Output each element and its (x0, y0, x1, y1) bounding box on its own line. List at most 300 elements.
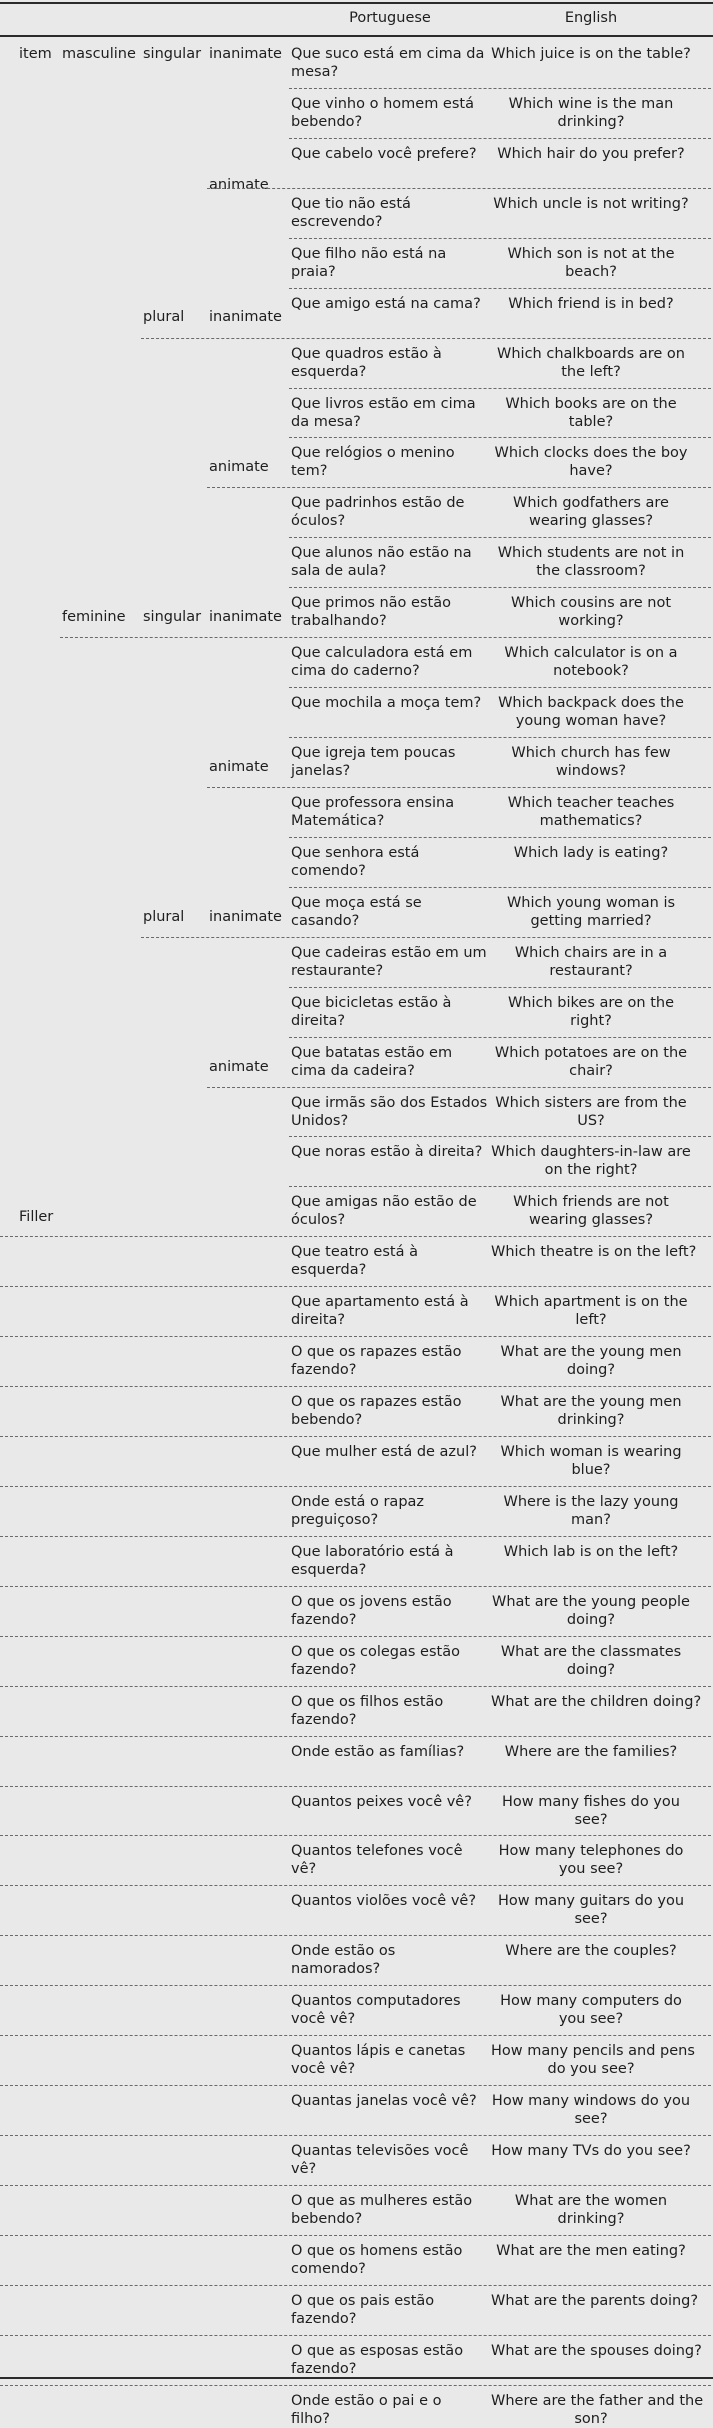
item-portuguese (291, 145, 489, 163)
label-inanimate: inanimate (209, 309, 282, 325)
item-english (491, 594, 691, 630)
row-divider (0, 1985, 711, 1986)
row-divider (0, 2335, 711, 2336)
filler-portuguese-line: Onde estão as famílias? (291, 1743, 465, 1760)
item-portuguese-line: direita? (291, 1012, 346, 1029)
filler-portuguese-line: fazendo? (291, 1661, 357, 1678)
filler-portuguese-line: Quantos violões você vê? (291, 1893, 477, 1910)
row-divider (207, 1087, 711, 1088)
item-portuguese (291, 1094, 489, 1130)
filler-portuguese-line: você vê? (291, 2061, 356, 2078)
filler-portuguese-line: esquerda? (291, 1561, 367, 1578)
item-english (491, 794, 691, 830)
item-english-line: drinking? (557, 113, 625, 130)
item-english-line: Which backpack does the (498, 695, 684, 712)
filler-portuguese-line: O que os rapazes estão (291, 1394, 462, 1411)
item-portuguese (291, 1193, 489, 1229)
item-portuguese-line: sala de aula? (291, 563, 387, 580)
filler-english (491, 1293, 691, 1329)
item-english-line: right? (570, 1012, 612, 1029)
label-feminine-singular: singular (143, 609, 202, 625)
row-divider (0, 2185, 711, 2186)
item-portuguese-line: Unidos? (291, 1112, 349, 1129)
filler-english (491, 1393, 691, 1429)
filler-portuguese-line: O que os colegas estão (291, 1643, 460, 1660)
row-divider (207, 188, 711, 189)
item-portuguese (291, 295, 489, 313)
item-english-line: restaurant? (549, 962, 633, 979)
item-english-line: Which students are not in (497, 545, 685, 562)
filler-english (491, 1693, 702, 1711)
item-portuguese (291, 794, 489, 830)
item-english-line: Which church has few (511, 745, 671, 762)
filler-english-line: drinking? (557, 2210, 625, 2227)
item-portuguese-line: Que professora ensina (291, 794, 455, 811)
filler-english (491, 1493, 691, 1529)
item-portuguese-line: Que noras estão à direita? (291, 1144, 483, 1161)
row-divider (0, 1786, 711, 1787)
filler-portuguese (291, 1842, 489, 1878)
row-divider (289, 887, 711, 888)
item-portuguese (291, 1143, 489, 1161)
filler-english-line: left? (575, 1312, 607, 1329)
item-portuguese (291, 644, 489, 680)
item-portuguese (291, 944, 489, 980)
filler-english (491, 1842, 691, 1878)
filler-english-line: Which apartment is on the (494, 1294, 688, 1311)
filler-english-line: you see? (558, 1861, 624, 1878)
filler-english-line: Where are the couples? (505, 1943, 677, 1960)
filler-portuguese-line: direita? (291, 1312, 346, 1329)
item-english-line: Which chairs are in a (514, 944, 668, 961)
filler-english-line: What are the young men (500, 1344, 682, 1361)
item-english-line: getting married? (530, 912, 652, 929)
item-portuguese-line: Que filho não está na (291, 245, 447, 262)
row-divider (289, 687, 711, 688)
filler-english-line: doing? (566, 1611, 616, 1628)
row-divider (0, 1236, 711, 1237)
filler-portuguese-line: bebendo? (291, 2210, 363, 2227)
filler-english (491, 1243, 697, 1261)
filler-english-line: How many windows do you (491, 2093, 691, 2110)
row-divider (0, 1636, 711, 1637)
filler-english (491, 2342, 702, 2360)
item-portuguese (291, 195, 489, 231)
filler-portuguese (291, 2092, 489, 2110)
filler-portuguese-line: fazendo? (291, 1711, 357, 1728)
filler-english-line: drinking? (557, 1412, 625, 1429)
filler-portuguese-line: Onde estão o pai e o (291, 2392, 442, 2409)
row-divider (0, 2135, 711, 2136)
filler-english (491, 1743, 691, 1761)
filler-portuguese-line: filho? (291, 2410, 330, 2427)
filler-portuguese (291, 2042, 489, 2078)
label-animate: animate (209, 177, 269, 193)
item-english-line: Which hair do you prefer? (497, 145, 685, 162)
item-portuguese (291, 994, 489, 1030)
filler-portuguese (291, 1693, 489, 1729)
filler-english (491, 1942, 691, 1960)
item-portuguese (291, 594, 489, 630)
row-divider (289, 737, 711, 738)
item-english-line: have? (569, 463, 613, 480)
filler-portuguese (291, 2142, 489, 2178)
row-divider (60, 637, 711, 638)
row-divider (0, 1436, 711, 1437)
item-portuguese-line: escrevendo? (291, 213, 383, 230)
filler-english (491, 1543, 691, 1561)
filler-english-line: son? (574, 2410, 608, 2427)
filler-portuguese (291, 1992, 489, 2028)
filler-portuguese-line: O que os homens estão (291, 2242, 463, 2259)
item-portuguese (291, 744, 489, 780)
filler-portuguese-line: O que os rapazes estão (291, 1344, 462, 1361)
item-english-line: wearing glasses? (528, 513, 654, 530)
filler-portuguese-line: fazendo? (291, 2360, 357, 2377)
item-portuguese-line: Que amigo está na cama? (291, 295, 481, 312)
item-english-line: Which cousins are not (510, 595, 672, 612)
item-english (491, 894, 691, 930)
filler-portuguese-line: Que apartamento está à (291, 1294, 469, 1311)
row-divider (289, 837, 711, 838)
label-inanimate: inanimate (209, 46, 282, 62)
filler-english-line: see? (574, 1911, 608, 1928)
item-portuguese-line: esquerda? (291, 363, 367, 380)
label-animate: animate (209, 459, 269, 475)
item-portuguese (291, 395, 489, 431)
row-divider (289, 238, 711, 239)
item-portuguese-line: casando? (291, 912, 360, 929)
filler-english-line: Which theatre is on the left? (491, 1244, 697, 1261)
filler-english-line: What are the spouses doing? (491, 2342, 702, 2359)
item-english-line: the classroom? (536, 563, 646, 580)
filler-portuguese (291, 2342, 489, 2378)
item-english-line: Which books are on the (505, 395, 677, 412)
row-divider (289, 388, 711, 389)
item-english (491, 245, 691, 281)
item-english-line: young woman have? (515, 713, 667, 730)
item-portuguese (291, 844, 489, 880)
label-masculine: masculine (62, 46, 136, 62)
filler-portuguese-line: namorados? (291, 1961, 381, 1978)
label-feminine: feminine (62, 609, 126, 625)
filler-english (491, 1793, 691, 1829)
item-english-line: Which wine is the man (508, 95, 674, 112)
row-divider (289, 1186, 711, 1187)
filler-english-line: What are the young men (500, 1394, 682, 1411)
filler-english-line: do you see? (547, 2061, 635, 2078)
item-portuguese (291, 345, 489, 381)
filler-english (491, 2192, 691, 2228)
filler-portuguese-line: Onde está o rapaz (291, 1493, 425, 1510)
filler-portuguese (291, 1942, 489, 1978)
item-portuguese-line: Que batatas estão em (291, 1044, 453, 1061)
item-portuguese-line: Que vinho o homem está (291, 95, 474, 112)
filler-portuguese-line: O que os pais estão (291, 2292, 435, 2309)
row-divider (207, 787, 711, 788)
filler-portuguese (291, 1293, 489, 1329)
item-english-line: Which calculator is on a (504, 645, 678, 662)
bottom-rule (0, 2377, 713, 2379)
item-portuguese-line: óculos? (291, 513, 346, 530)
filler-english (491, 2242, 691, 2260)
row-divider (0, 2035, 711, 2036)
filler-english-line: see? (574, 1811, 608, 1828)
item-english-line: the left? (561, 363, 621, 380)
item-english-line: Which daughters-in-law are (491, 1144, 691, 1161)
filler-portuguese (291, 2242, 489, 2278)
item-portuguese-line: Que cabelo você prefere? (291, 145, 477, 162)
filler-english-line: Which woman is wearing (500, 1444, 682, 1461)
item-portuguese-line: Que calculadora está em (291, 645, 473, 662)
filler-portuguese-line: Quantas televisões você (291, 2143, 469, 2160)
item-portuguese-line: Que tio não está (291, 195, 411, 212)
row-divider (0, 1336, 711, 1337)
label-feminine-plural: plural (143, 909, 185, 925)
row-divider (289, 987, 711, 988)
item-portuguese (291, 1044, 489, 1080)
filler-english-line: How many computers do (500, 1993, 682, 2010)
item-portuguese-line: restaurante? (291, 962, 384, 979)
item-english (491, 494, 691, 530)
item-english (491, 1143, 691, 1179)
row-divider (0, 1835, 711, 1836)
row-divider (289, 1037, 711, 1038)
item-english-line: chair? (569, 1062, 613, 1079)
item-english-line: Which friends are not (513, 1194, 669, 1211)
filler-portuguese (291, 1643, 489, 1679)
item-english-line: Which juice is on the table? (491, 46, 691, 62)
label-masculine-plural: plural (143, 309, 185, 325)
item-portuguese-line: Que bicicletas estão à (291, 994, 452, 1011)
item-english-line: working? (558, 613, 624, 630)
item-portuguese (291, 95, 489, 131)
item-english (491, 944, 691, 980)
item-english-line: Which teacher teaches (507, 794, 675, 811)
item-english-line: Which bikes are on the (507, 994, 675, 1011)
filler-portuguese-line: Que teatro está à (291, 1244, 418, 1261)
filler-english-line: you see? (558, 2011, 624, 2028)
filler-portuguese-line: bebendo? (291, 1412, 363, 1429)
item-english-line: mathematics? (539, 812, 643, 829)
filler-portuguese (291, 2392, 489, 2428)
item-portuguese-line: Que suco está em cima da (291, 46, 485, 62)
label-filler: Filler (19, 1209, 54, 1225)
filler-english-line: Where are the families? (504, 1743, 678, 1760)
item-portuguese-line: praia? (291, 263, 336, 280)
row-divider (0, 1286, 711, 1287)
filler-english-line: How many guitars do you (497, 1893, 685, 1910)
item-english (491, 45, 691, 63)
row-divider (207, 487, 711, 488)
filler-portuguese (291, 2192, 489, 2228)
item-english-line: on the right? (544, 1162, 638, 1179)
row-divider (0, 1736, 711, 1737)
label-item: item (19, 46, 52, 62)
item-english (491, 145, 691, 163)
filler-portuguese-line: O que os filhos estão (291, 1693, 444, 1710)
item-portuguese (291, 45, 489, 81)
filler-portuguese-line: Quantos computadores (291, 1993, 461, 2010)
filler-english-line: How many fishes do you (502, 1793, 680, 1810)
filler-english (491, 1593, 691, 1629)
filler-portuguese (291, 1743, 489, 1761)
filler-portuguese (291, 1593, 489, 1629)
item-portuguese-line: Que igreja tem poucas (291, 745, 456, 762)
item-portuguese (291, 894, 489, 930)
item-english-line: Which friend is in bed? (508, 295, 674, 312)
item-portuguese-line: tem? (291, 463, 328, 480)
row-divider (0, 1386, 711, 1387)
item-english (491, 844, 691, 862)
item-english (491, 1193, 691, 1229)
item-portuguese-line: trabalhando? (291, 613, 387, 630)
label-masculine-singular: singular (143, 46, 202, 62)
row-divider (289, 138, 711, 139)
item-english-line: Which uncle is not writing? (493, 195, 689, 212)
filler-portuguese (291, 1443, 489, 1461)
item-english (491, 544, 691, 580)
header-rule (0, 35, 713, 37)
item-portuguese-line: Que amigas não estão de (291, 1194, 477, 1211)
filler-english-line: What are the women (514, 2192, 668, 2209)
filler-english (491, 1892, 691, 1928)
filler-english-line: Where are the father and the (491, 2392, 704, 2409)
item-english-line: Which lady is eating? (513, 844, 669, 861)
item-english-line: Which godfathers are (513, 495, 669, 512)
item-portuguese-line: Que quadros estão à (291, 345, 442, 362)
item-portuguese-line: Que padrinhos estão de (291, 495, 465, 512)
filler-english (491, 2092, 691, 2128)
filler-portuguese-line: Onde estão os (291, 1943, 396, 1960)
filler-english (491, 1992, 691, 2028)
label-animate: animate (209, 759, 269, 775)
row-divider (0, 2285, 711, 2286)
item-english-line: Which young woman is (506, 894, 676, 911)
item-english (491, 95, 691, 131)
item-english-line: US? (577, 1112, 605, 1129)
filler-portuguese-line: fazendo? (291, 2310, 357, 2327)
row-divider (289, 537, 711, 538)
filler-portuguese (291, 1793, 489, 1811)
item-portuguese (291, 245, 489, 281)
row-divider (289, 288, 711, 289)
filler-english-line: What are the men eating? (496, 2242, 686, 2259)
row-divider (0, 1536, 711, 1537)
filler-english-line: How many telephones do (498, 1843, 684, 1860)
filler-portuguese (291, 1493, 489, 1529)
filler-portuguese-line: Que mulher está de azul? (291, 1444, 477, 1461)
item-english (491, 694, 691, 730)
item-portuguese-line: Que alunos não estão na (291, 545, 472, 562)
filler-portuguese-line: Quantos telefones você (291, 1843, 463, 1860)
item-portuguese-line: Que cadeiras estão em um (291, 944, 487, 961)
filler-english-line: What are the parents doing? (491, 2292, 699, 2309)
item-portuguese-line: Que senhora está (291, 844, 420, 861)
item-english (491, 744, 691, 780)
item-portuguese-line: Que relógios o menino (291, 445, 455, 462)
filler-portuguese (291, 1243, 489, 1279)
filler-portuguese (291, 1343, 489, 1379)
item-english-line: Which potatoes are on the (494, 1044, 688, 1061)
label-animate: animate (209, 1059, 269, 1075)
row-divider (0, 2385, 711, 2386)
item-portuguese-line: bebendo? (291, 113, 363, 130)
item-portuguese-line: óculos? (291, 1212, 346, 1229)
filler-english-line: Which lab is on the left? (503, 1543, 679, 1560)
row-divider (0, 2235, 711, 2236)
item-english (491, 345, 691, 381)
item-english-line: Which clocks does the boy (494, 445, 688, 462)
item-english (491, 1044, 691, 1080)
filler-portuguese (291, 2292, 489, 2328)
filler-portuguese-line: Que laboratório está à (291, 1543, 454, 1560)
filler-portuguese-line: fazendo? (291, 1362, 357, 1379)
filler-english (491, 2392, 704, 2428)
item-portuguese-line: comendo? (291, 862, 366, 879)
row-divider (141, 338, 711, 339)
item-portuguese-line: cima do caderno? (291, 663, 420, 680)
row-divider (0, 1935, 711, 1936)
filler-portuguese-line: O que as esposas estão (291, 2342, 464, 2359)
row-divider (0, 1885, 711, 1886)
filler-portuguese (291, 1393, 489, 1429)
row-divider (0, 1586, 711, 1587)
filler-portuguese-line: preguiçoso? (291, 1511, 379, 1528)
item-portuguese-line: da mesa? (291, 413, 361, 430)
item-english-line: beach? (565, 263, 617, 280)
label-inanimate: inanimate (209, 609, 282, 625)
item-english (491, 644, 691, 680)
filler-english (491, 1643, 691, 1679)
item-english-line: notebook? (553, 663, 629, 680)
filler-portuguese-line: vê? (291, 2161, 317, 2178)
header-portuguese: Portuguese (349, 10, 431, 26)
row-divider (141, 937, 711, 938)
filler-portuguese-line: comendo? (291, 2260, 366, 2277)
item-portuguese (291, 444, 489, 480)
item-portuguese-line: Que livros estão em cima (291, 395, 476, 412)
filler-english-line: How many TVs do you see? (491, 2143, 691, 2160)
filler-portuguese-line: esquerda? (291, 1262, 367, 1279)
row-divider (0, 1686, 711, 1687)
item-english (491, 994, 691, 1030)
item-english-line: table? (568, 413, 614, 430)
row-divider (289, 437, 711, 438)
top-rule (0, 2, 713, 4)
item-english-line: wearing glasses? (528, 1212, 654, 1229)
filler-portuguese-line: Quantos peixes você vê? (291, 1793, 472, 1810)
item-portuguese-line: Que primos não estão (291, 595, 451, 612)
row-divider (289, 1136, 711, 1137)
item-portuguese-line: Matemática? (291, 812, 385, 829)
item-portuguese-line: Que mochila a moça tem? (291, 695, 482, 712)
item-portuguese-line: cima da cadeira? (291, 1062, 415, 1079)
filler-english-line: How many pencils and pens (491, 2043, 695, 2060)
filler-english-line: man? (571, 1511, 611, 1528)
filler-english (491, 2042, 695, 2078)
item-portuguese-line: Que moça está se (291, 894, 422, 911)
header-english: English (564, 10, 618, 26)
filler-english (491, 2142, 691, 2160)
item-english (491, 195, 691, 213)
filler-english (491, 2292, 699, 2310)
row-divider (289, 587, 711, 588)
item-portuguese (291, 544, 489, 580)
row-divider (289, 88, 711, 89)
filler-english-line: doing? (566, 1362, 616, 1379)
filler-english-line: What are the young people (492, 1593, 690, 1610)
